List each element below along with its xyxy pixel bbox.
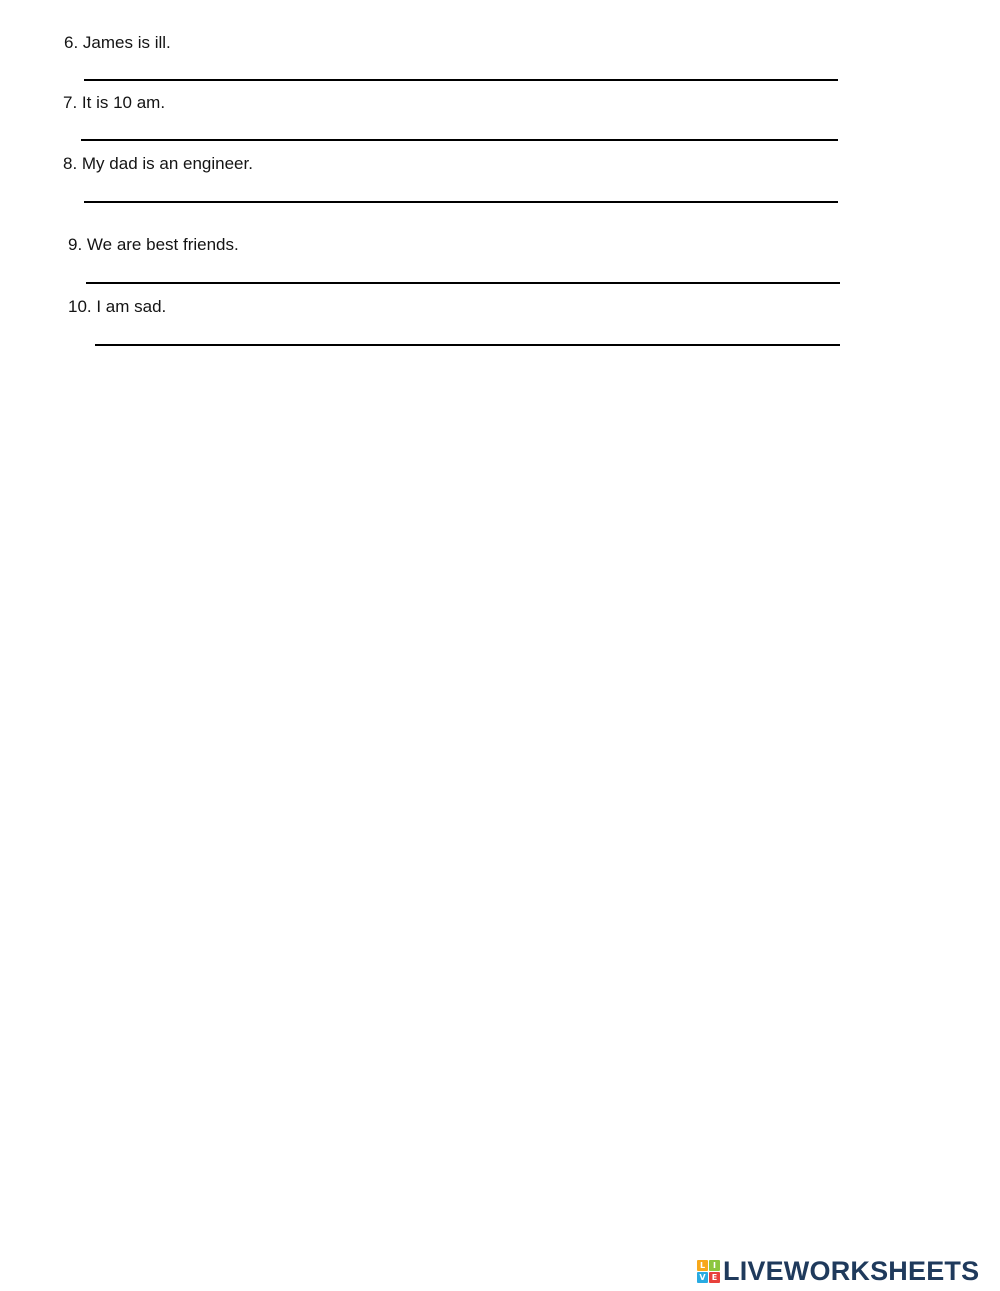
logo-block-v: V xyxy=(697,1272,708,1283)
sentence-item-6: 6. James is ill. xyxy=(64,33,171,52)
sentence-item-8: 8. My dad is an engineer. xyxy=(63,154,253,173)
liveworksheets-wordmark: LIVEWORKSHEETS xyxy=(723,1256,980,1286)
answer-line-8[interactable] xyxy=(84,201,838,203)
sentence-item-9: 9. We are best friends. xyxy=(68,235,239,254)
answer-line-9[interactable] xyxy=(86,282,840,284)
logo-block-e: E xyxy=(709,1272,720,1283)
answer-line-10[interactable] xyxy=(95,344,840,346)
liveworksheets-logo-icon xyxy=(697,1260,720,1283)
answer-line-7[interactable] xyxy=(81,139,838,141)
answer-line-6[interactable] xyxy=(84,79,838,81)
sentence-item-10: 10. I am sad. xyxy=(68,297,167,316)
liveworksheets-brand xyxy=(697,1256,979,1286)
sentence-item-7: 7. It is 10 am. xyxy=(63,93,166,112)
logo-block-l: L xyxy=(697,1260,708,1271)
logo-block-i: I xyxy=(709,1260,720,1271)
